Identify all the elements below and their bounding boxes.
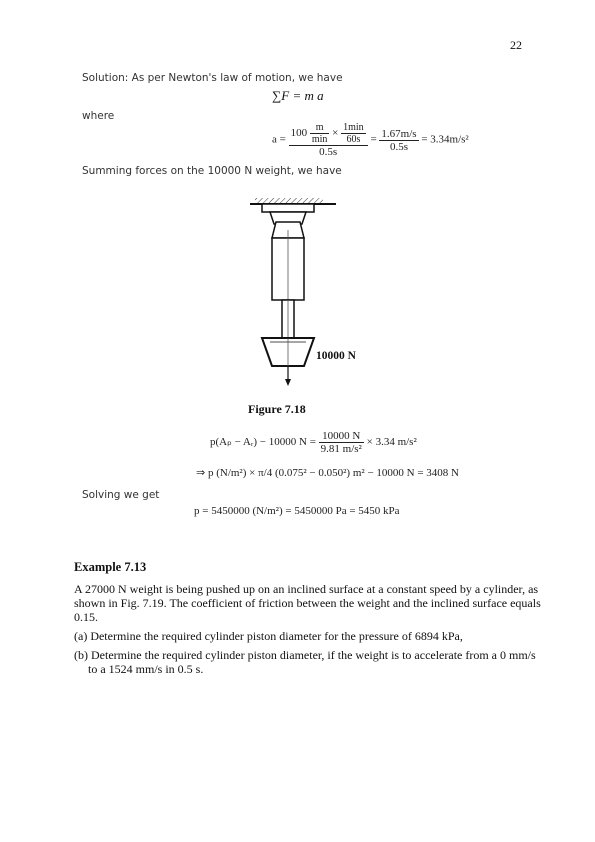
example-item-b: (b) Determine the required cylinder piston diameter, if the weight is to accelerate from a 0 mm/s to a 1524 mm/s in 0.5 s. — [74, 648, 536, 676]
conversion-fraction — [341, 122, 366, 145]
solution-intro: Solution: As per Newton's law of motion, we have — [82, 72, 343, 84]
eq1-rhs: × 3.34 m/s² — [366, 436, 417, 449]
accel-equals: = — [370, 133, 377, 146]
force-balance-equation — [210, 430, 417, 455]
example-body — [74, 582, 544, 681]
conv-num: 1min — [343, 122, 364, 133]
example-title: Example 7.13 — [74, 560, 147, 574]
eq1-lhs: p(Aₚ − Aᵣ) − 10000 N = — [210, 436, 316, 449]
accel-lhs: a = — [272, 133, 286, 146]
unit-fraction — [310, 122, 330, 145]
acceleration-equation — [272, 122, 469, 158]
pressure-equation: ⇒ p (N/m²) × π/4 (0.075² − 0.050²) m² − 10000 N = 3408 N — [196, 467, 459, 479]
result-equation: p = 5450000 (N/m²) = 5450000 Pa = 5450 kPa — [194, 505, 400, 517]
page-number: 22 — [510, 38, 522, 52]
unit-min: min — [311, 134, 328, 145]
newton-law-equation: ∑F = m a — [272, 88, 324, 103]
conv-den: 60s — [346, 134, 361, 145]
accel-fraction-1: 100 $\frac{m}{\min}$ × $\frac{1\min}{60s}$ 0.5s — [289, 122, 368, 158]
cylinder-diagram — [240, 192, 350, 392]
accel-time-2: 0.5s — [389, 140, 408, 153]
figure-caption: Figure 7.18 — [248, 402, 306, 416]
where-label: where — [82, 110, 115, 122]
example-item-a: (a) Determine the required cylinder piston diameter for the pressure of 6894 kPa, — [74, 629, 463, 643]
mount-bracket — [262, 204, 314, 212]
accel-result: = 3.34m/s² — [421, 133, 469, 146]
summing-text: Summing forces on the 10000 N weight, we have — [82, 165, 342, 177]
eq1-den: 9.81 m/s² — [320, 443, 362, 455]
force-arrow-head — [285, 379, 291, 386]
unit-m: m — [310, 122, 330, 134]
example-intro: A 27000 N weight is being pushed up on an inclined surface at a constant speed by a cylinder, as shown in Fig. 7.19. The coefficient of friction between the weight and the inclined surface equals 0.15. — [74, 582, 541, 624]
eq1-fraction — [319, 430, 364, 455]
accel-velocity: 100 — [290, 127, 308, 140]
eq1-num: 10000 N — [319, 430, 364, 443]
load-label: 10000 N — [316, 350, 356, 362]
accel-time-1: 0.5s — [319, 146, 338, 158]
accel-velocity-2: 1.67m/s — [381, 127, 417, 140]
solving-text: Solving we get — [82, 489, 160, 501]
accel-fraction-2 — [379, 128, 418, 153]
